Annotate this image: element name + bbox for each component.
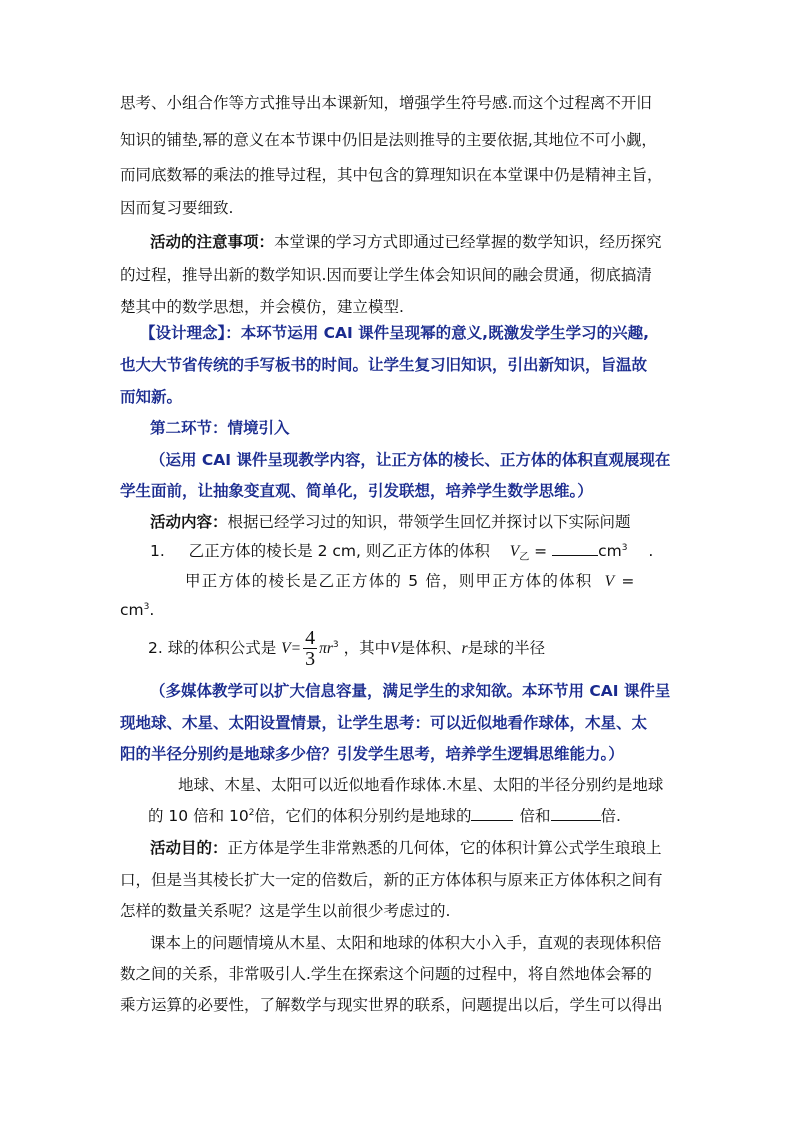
paragraph-line: 乘方运算的必要性，了解数学与现实世界的联系，问题提出以后，学生可以得出 (120, 996, 663, 1014)
question-2: 2. 球的体积公式是 V= $\frac{4}{3}$ $\pi r^3$ ，其中V是体积、r是球的半径 (148, 627, 546, 670)
paragraph-line: 的 10 倍和 $10^2$倍，它们的体积分别约是地球的 倍和 倍. (148, 807, 621, 825)
activity-purpose-label: 活动目的： (150, 839, 228, 857)
paragraph-line: 的过程，推导出新的数学知识.因而要让学生体会知识间的融会贯通，彻底搞清 (120, 266, 652, 284)
paragraph-line: 口，但是当其棱长扩大一定的倍数后，新的正方体体积与原来正方体体积之间有 (120, 871, 663, 889)
design-concept-line: 而知新。 (120, 388, 183, 406)
paragraph-line: 知识的铺垫,幂的意义在本节课中仍旧是法则推导的主要依据,其地位不可小觑， (120, 131, 657, 149)
multimedia-note-line: 现地球、木星、太阳设置情景，让学生思考：可以近似地看作球体，木星、太 (120, 714, 648, 732)
paragraph-line: 楚其中的数学思想，并会模仿，建立模型. (120, 298, 404, 316)
multimedia-note-line: （多媒体教学可以扩大信息容量，满足学生的求知欲。本环节用 CAI 课件呈 (150, 682, 671, 700)
question-1b: 甲正方体的棱长是乙正方体的 5 倍，则甲正方体的体积 V = (185, 572, 636, 590)
paragraph-line: 课本上的问题情境从木星、太阳和地球的体积大小入手，直观的表现体积倍 (150, 934, 662, 952)
paragraph-line: 因而复习要细致. (120, 199, 234, 217)
answer-blank[interactable] (471, 806, 513, 821)
answer-blank[interactable] (551, 806, 601, 821)
paragraph-line: 怎样的数量关系呢？这是学生以前很少考虑过的. (120, 902, 451, 920)
question-1b-unit: $cm^3$. (120, 601, 155, 619)
design-concept-line: 也大大节省传统的手写板书的时间。让学生复习旧知识，引出新知识，旨温故 (120, 356, 648, 374)
activity-notes-text: 本堂课的学习方式即通过已经掌握的数学知识，经历探究 (274, 233, 662, 251)
paragraph-line: 而同底数幂的乘法的推导过程，其中包含的算理知识在本堂课中仍是精神主旨， (120, 166, 663, 184)
activity-content-text: 根据已经学习过的知识，带领学生回忆并探讨以下实际问题 (227, 513, 631, 531)
paragraph-line (150, 512, 631, 532)
paragraph-line (150, 232, 662, 252)
question-1: 1. 乙正方体的棱长是 2 cm, 则乙正方体的体积 $V_乙 = cm^3$ . (150, 542, 654, 564)
paragraph-line: 思考、小组合作等方式推导出本课新知，增强学生符号感.而这个过程离不开旧 (120, 94, 652, 112)
section-heading: 第二环节：情境引入 (150, 419, 290, 437)
fraction-four-thirds: $\frac{4}{3}$ (305, 627, 316, 670)
cai-note-line: 学生面前，让抽象变直观、简单化，引发联想，培养学生数学思维。） (120, 482, 593, 500)
paragraph-line (150, 838, 662, 858)
activity-notes-label: 活动的注意事项： (150, 233, 275, 251)
design-concept-line: 【设计理念】：本环节运用 CAI 课件呈现幂的意义,既激发学生学习的兴趣, (140, 324, 649, 342)
activity-purpose-text: 正方体是学生非常熟悉的几何体，它的体积计算公式学生琅琅上 (227, 839, 662, 857)
question-number: 1. (150, 542, 165, 560)
paragraph-line: 地球、木星、太阳可以近似地看作球体.木星、太阳的半径分别约是地球 (178, 776, 664, 794)
activity-content-label: 活动内容： (150, 513, 228, 531)
paragraph-line: 数之间的关系，非常吸引人.学生在探索这个问题的过程中，将自然地体会幂的 (120, 965, 652, 983)
multimedia-note-line: 阳的半径分别约是地球多少倍？引发学生思考，培养学生逻辑思维能力。） (120, 745, 624, 763)
answer-blank[interactable] (552, 541, 598, 556)
cai-note-line: （运用 CAI 课件呈现教学内容，让正方体的棱长、正方体的体积直观展现在 (150, 451, 671, 469)
